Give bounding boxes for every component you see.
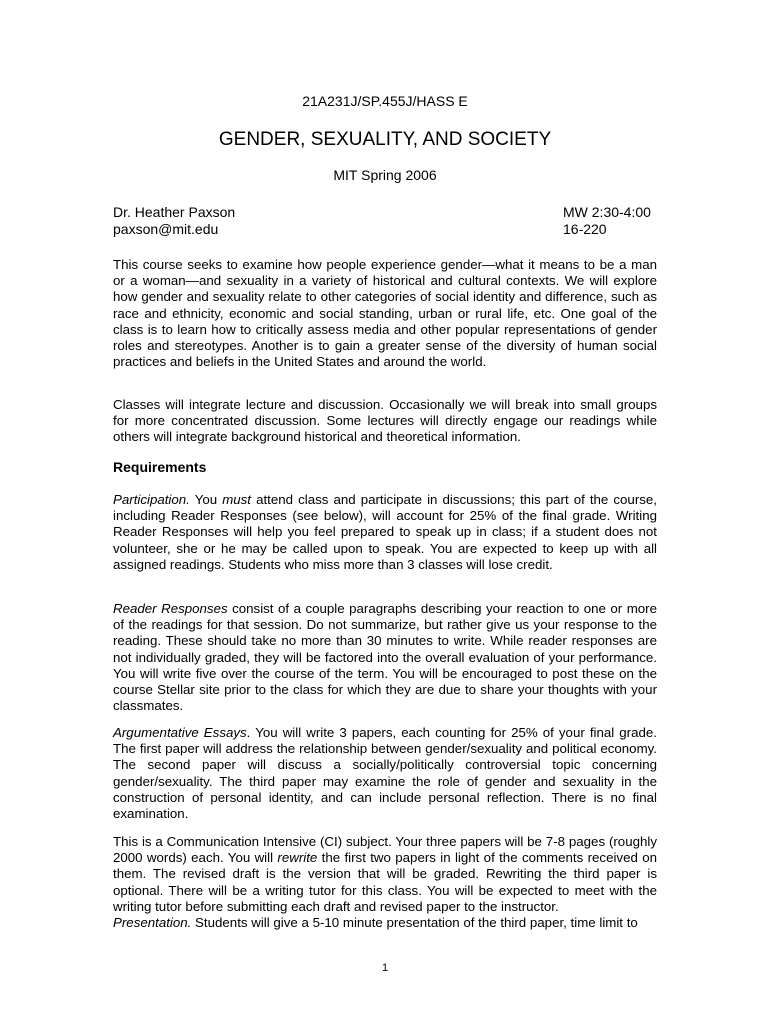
- must-emphasis: must: [222, 492, 252, 507]
- reader-responses-paragraph: Reader Responses consist of a couple paragraphs describing your reaction to one or more of the readings for that session. Do not summarize, but rather give us your response to the reading. These should take no more than 30 minutes to write. While reader responses are not individually graded, they will be factored into the overall evaluation of your performance. You will write five over the course of the term. You will be encouraged to post these on the course Stellar site prior to the class for which they are due to share your thoughts with your classmates.: [113, 601, 657, 714]
- instructor-email: paxson@mit.edu: [113, 221, 219, 237]
- essays-lead: Argumentative Essays: [113, 725, 247, 740]
- document-page: [113, 0, 657, 1024]
- presentation-lead: Presentation.: [113, 915, 192, 931]
- course-code: 21A231J/SP.455J/HASS E: [302, 93, 468, 109]
- instructor-block: [113, 204, 657, 238]
- class-room: 16-220: [563, 221, 607, 237]
- participation-paragraph: Participation. You must attend class and participate in discussions; this part of the course, including Reader Responses (see below), will account for 25% of the final grade. Writing Reader Responses will help you feel prepared to speak up in class; if a student does not volunteer, she or he may be called upon to speak. You are expected to keep up with all assigned readings. Students who miss more than 3 classes will lose credit.: [113, 492, 657, 572]
- class-time: MW 2:30-4:00: [563, 204, 651, 220]
- page-number: 1: [381, 962, 389, 974]
- essays-paragraph: Argumentative Essays. You will write 3 papers, each counting for 25% of your final grade. The first paper will address the relationship between gender/sexuality and political economy. The second paper will discuss a socially/politically controversial topic concerning gender/sexuality. The third paper may examine the role of gender and sexuality in the construction of personal identity, and can include personal reflection. There is no final examination.: [113, 725, 657, 822]
- intro-paragraph-2: Classes will integrate lecture and discussion. Occasionally we will break into small groups for more concentrated discussion. Some lectures will directly engage our readings while others will integrate background historical and theoretical information.: [113, 397, 657, 445]
- rewrite-emphasis: rewrite: [277, 850, 318, 866]
- intro-paragraph-1: This course seeks to examine how people experience gender—what it means to be a man or a woman—and sexuality in a variety of historical and cultural contexts. We will explore how gender and sexuality relate to other categories of social identity and difference, such as race and ethnicity, economic and social standing, urban or rural life, etc. One goal of the class is to learn how to critically assess media and other popular representations of gender roles and stereotypes. Another is to gain a greater sense of the diversity of human social practices and beliefs in the United States and around the world.: [113, 257, 657, 370]
- ci-paragraph: This is a Communication Intensive (CI) subject. Your three papers will be 7-8 pages (roughly 2000 words) each. You will rewrite the first two papers in light of the comments received on them. The revised draft is the version that will be graded. Rewriting the third paper is optional. There will be a writing tutor for this class. You will be expected to meet with the writing tutor before submitting each draft and revised paper to the instructor. Presentation. Students will give a 5-10 minute presentation of the third paper, time limit to: [113, 834, 658, 931]
- participation-lead: Participation.: [113, 492, 190, 507]
- course-term: MIT Spring 2006: [333, 167, 437, 183]
- instructor-name: Dr. Heather Paxson: [113, 204, 236, 220]
- reader-responses-lead: Reader Responses: [113, 601, 228, 616]
- course-title: GENDER, SEXUALITY, AND SOCIETY: [218, 129, 552, 150]
- requirements-heading: Requirements: [113, 459, 207, 475]
